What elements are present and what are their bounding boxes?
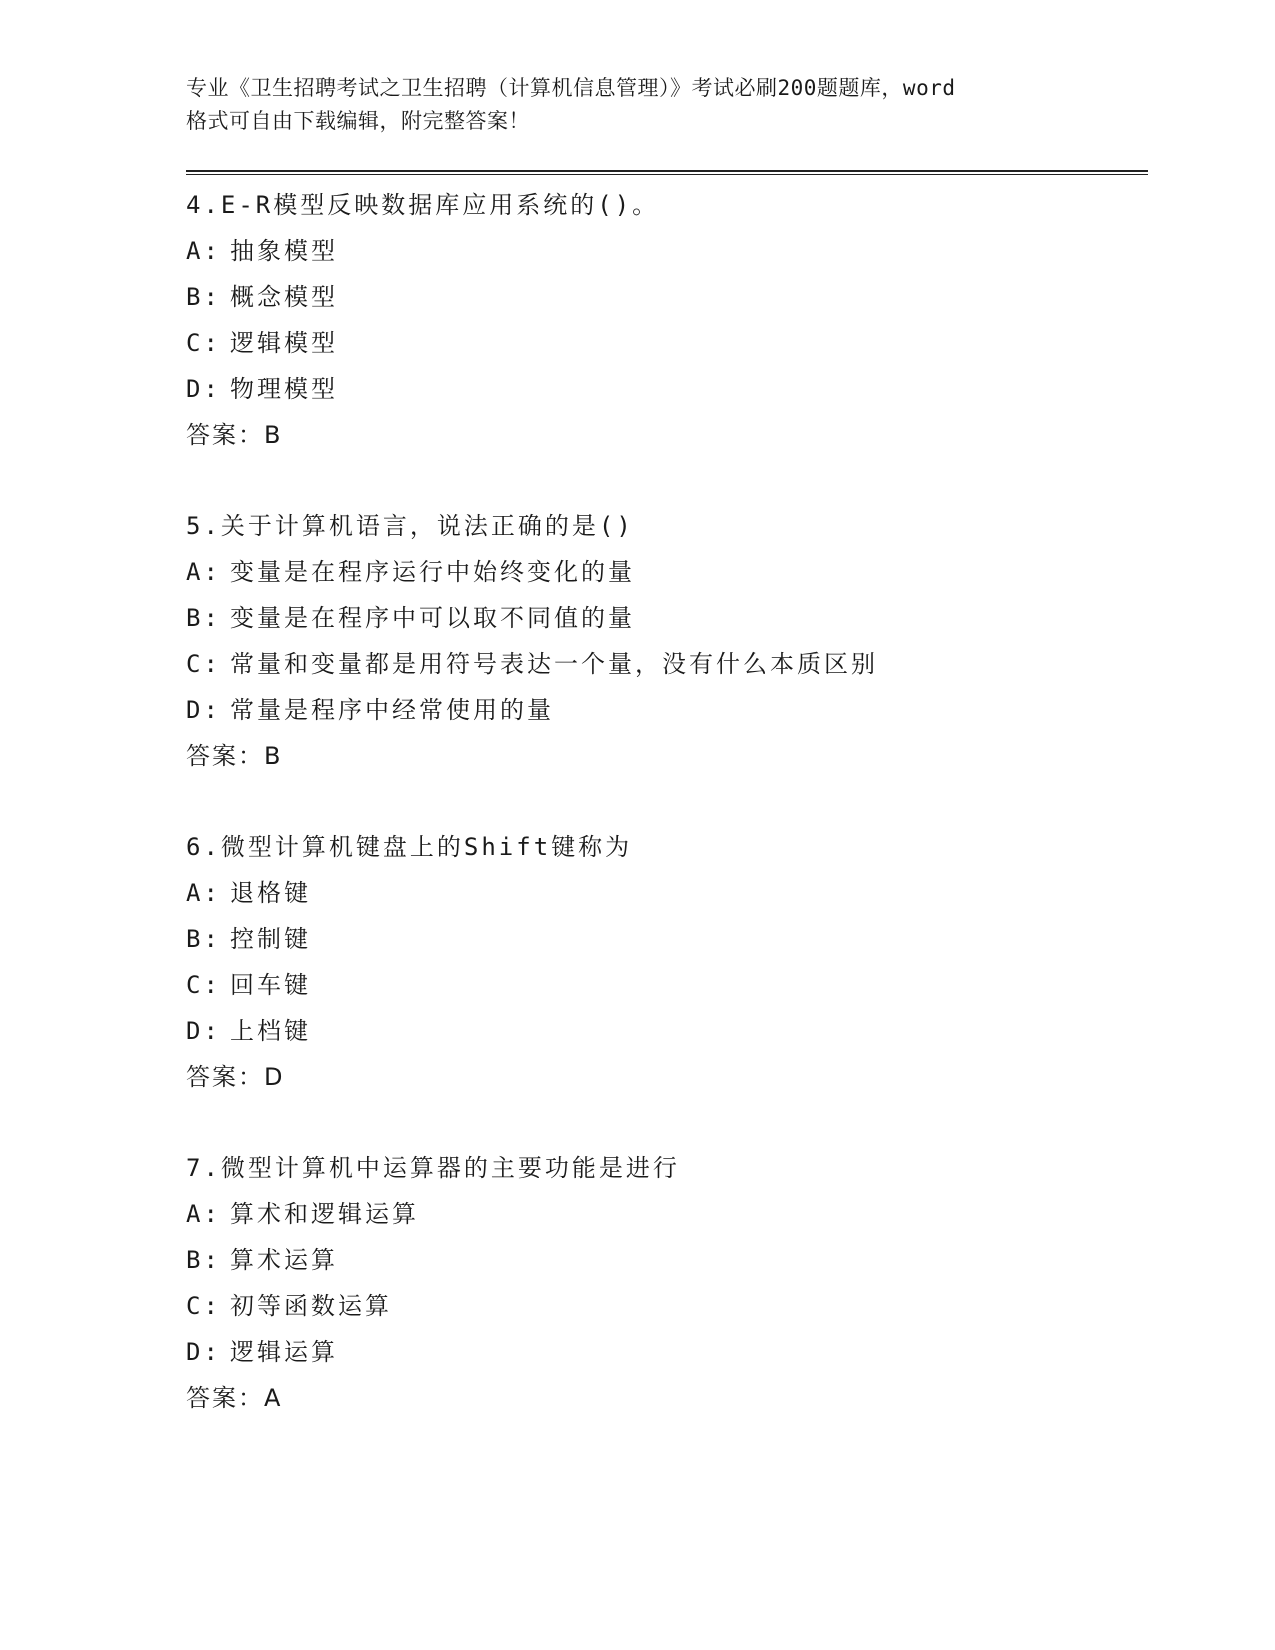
option-letter: D: bbox=[186, 1017, 221, 1045]
question-list bbox=[186, 182, 1148, 1421]
header-divider bbox=[186, 170, 1148, 172]
answer-line: 答案：B bbox=[186, 421, 283, 449]
option-letter: A: bbox=[186, 1200, 221, 1228]
option-text: 上档键 bbox=[230, 1017, 311, 1045]
document-header bbox=[186, 72, 1148, 138]
header-line-1: 专业《卫生招聘考试之卫生招聘（计算机信息管理）》考试必刷200题题库，word bbox=[186, 76, 956, 100]
option-d bbox=[186, 366, 1148, 412]
question-stem: 6.微型计算机键盘上的Shift键称为 bbox=[186, 833, 633, 861]
option-text: 常量和变量都是用符号表达一个量，没有什么本质区别 bbox=[230, 650, 878, 678]
option-b bbox=[186, 595, 1148, 641]
option-text: 算术运算 bbox=[230, 1246, 338, 1274]
option-text: 逻辑运算 bbox=[230, 1338, 338, 1366]
option-a bbox=[186, 870, 1148, 916]
option-c bbox=[186, 641, 1148, 687]
option-text: 变量是在程序中可以取不同值的量 bbox=[230, 604, 635, 632]
option-c bbox=[186, 962, 1148, 1008]
option-c bbox=[186, 1283, 1148, 1329]
option-text: 初等函数运算 bbox=[230, 1292, 392, 1320]
question-7 bbox=[186, 1145, 1148, 1421]
answer-line: 答案：A bbox=[186, 1384, 283, 1412]
option-text: 退格键 bbox=[230, 879, 311, 907]
question-5 bbox=[186, 503, 1148, 779]
option-letter: C: bbox=[186, 1292, 221, 1320]
option-text: 物理模型 bbox=[230, 375, 338, 403]
question-6 bbox=[186, 824, 1148, 1100]
option-text: 常量是程序中经常使用的量 bbox=[230, 696, 554, 724]
option-a bbox=[186, 549, 1148, 595]
option-b bbox=[186, 274, 1148, 320]
option-letter: B: bbox=[186, 604, 221, 632]
option-letter: B: bbox=[186, 925, 221, 953]
option-text: 逻辑模型 bbox=[230, 329, 338, 357]
header-line-2: 格式可自由下载编辑，附完整答案！ bbox=[186, 109, 530, 133]
option-d bbox=[186, 687, 1148, 733]
option-text: 控制键 bbox=[230, 925, 311, 953]
answer-line: 答案：B bbox=[186, 742, 283, 770]
option-text: 回车键 bbox=[230, 971, 311, 999]
question-4 bbox=[186, 182, 1148, 458]
option-b bbox=[186, 1237, 1148, 1283]
option-text: 概念模型 bbox=[230, 283, 338, 311]
option-text: 算术和逻辑运算 bbox=[230, 1200, 419, 1228]
option-letter: C: bbox=[186, 650, 221, 678]
option-letter: A: bbox=[186, 558, 221, 586]
option-b bbox=[186, 916, 1148, 962]
option-letter: C: bbox=[186, 329, 221, 357]
option-a bbox=[186, 228, 1148, 274]
option-text: 变量是在程序运行中始终变化的量 bbox=[230, 558, 635, 586]
option-d bbox=[186, 1329, 1148, 1375]
answer-line: 答案：D bbox=[186, 1063, 285, 1091]
option-a bbox=[186, 1191, 1148, 1237]
option-text: 抽象模型 bbox=[230, 237, 338, 265]
option-letter: D: bbox=[186, 696, 221, 724]
option-letter: A: bbox=[186, 237, 221, 265]
option-letter: B: bbox=[186, 283, 221, 311]
option-letter: B: bbox=[186, 1246, 221, 1274]
option-letter: A: bbox=[186, 879, 221, 907]
question-stem: 7.微型计算机中运算器的主要功能是进行 bbox=[186, 1154, 680, 1182]
option-letter: D: bbox=[186, 1338, 221, 1366]
question-stem: 4.E-R模型反映数据库应用系统的()。 bbox=[186, 191, 660, 219]
option-d bbox=[186, 1008, 1148, 1054]
question-stem: 5.关于计算机语言，说法正确的是() bbox=[186, 512, 634, 540]
option-c bbox=[186, 320, 1148, 366]
option-letter: D: bbox=[186, 375, 221, 403]
document-page bbox=[186, 72, 1148, 1466]
option-letter: C: bbox=[186, 971, 221, 999]
